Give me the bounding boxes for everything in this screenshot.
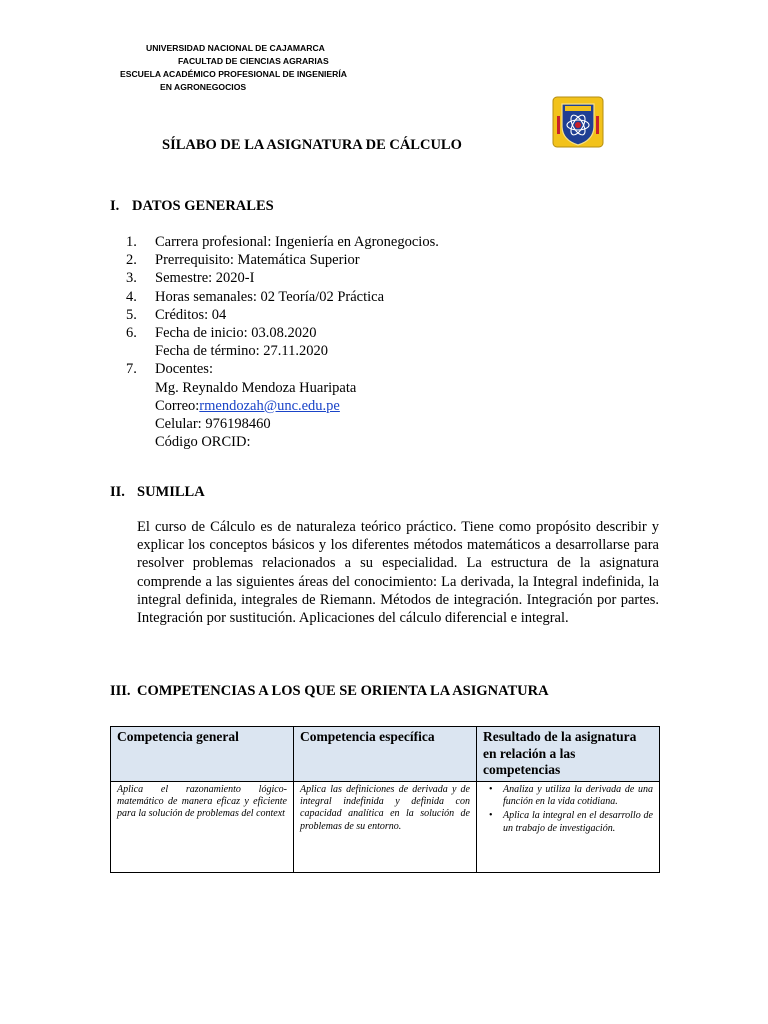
list-item: • Aplica la integral en el desarrollo de un trabajo de investigación. bbox=[503, 810, 653, 835]
results-cell bbox=[477, 781, 660, 872]
list-item: Correo: rmendozah@unc.edu.pe bbox=[155, 397, 340, 414]
section-1-numeral: I. bbox=[110, 198, 120, 214]
section-2-title: SUMILLA bbox=[137, 484, 205, 500]
section-3-heading bbox=[110, 683, 549, 700]
results-list bbox=[483, 784, 653, 836]
section-2-heading bbox=[110, 484, 205, 501]
list-item: 5. Créditos: 04 bbox=[126, 306, 227, 323]
column-header: Competencia general bbox=[111, 727, 294, 782]
list-item: Código ORCID: bbox=[155, 434, 251, 451]
section-2-numeral: II. bbox=[110, 484, 125, 500]
university-name: UNIVERSIDAD NACIONAL DE CAJAMARCA bbox=[146, 43, 325, 53]
institution-header bbox=[110, 42, 360, 94]
section-1-title: DATOS GENERALES bbox=[132, 198, 274, 214]
list-item: Fecha de término: 27.11.2020 bbox=[155, 343, 329, 360]
list-item: 2. Prerrequisito: Matemática Superior bbox=[126, 252, 360, 269]
list-item: 6. Fecha de inicio: 03.08.2020 bbox=[126, 325, 317, 342]
table-header-row bbox=[111, 727, 660, 782]
section-3-title: COMPETENCIAS A LOS QUE SE ORIENTA LA ASIGNATURA bbox=[137, 683, 549, 699]
school-name: ESCUELA ACADÉMICO PROFESIONAL DE INGENIERÍA bbox=[120, 69, 347, 79]
column-header: Resultado de la asignatura en relación a las competencias bbox=[477, 727, 660, 782]
summary-paragraph: El curso de Cálculo es de naturaleza teórico práctico. Tiene como propósito describir y explicar los conceptos básicos y los diferentes métodos matemáticos a desarrollarse para resolver problemas relacionados a su especialidad. La estructura de la asignatura comprende a las siguientes áreas del conocimiento: La derivada, la Integral indefinida, la integral definida, integrales de Riemann. Métodos de integración. Integración por partes. Integración por sustitución. Aplicaciones del cálculo diferencial e integral. bbox=[137, 519, 659, 627]
competencies-table bbox=[110, 726, 660, 873]
specific-competency-cell: Aplica las definiciones de derivada y de integral indefinida y definida con capacidad analítica en la solución de problemas de su entorno. bbox=[294, 781, 477, 872]
email-link[interactable]: rmendozah@unc.edu.pe bbox=[199, 397, 340, 414]
list-item: Mg. Reynaldo Mendoza Huaripata bbox=[155, 379, 357, 396]
list-item: Celular: 976198460 bbox=[155, 416, 271, 433]
list-item: • Analiza y utiliza la derivada de una función en la vida cotidiana. bbox=[503, 784, 653, 809]
list-item: 7. Docentes: bbox=[126, 361, 213, 378]
document-title: SÍLABO DE LA ASIGNATURA DE CÁLCULO bbox=[162, 137, 462, 153]
school-name-continued: EN AGRONEGOCIOS bbox=[160, 82, 247, 92]
faculty-name: FACULTAD DE CIENCIAS AGRARIAS bbox=[178, 56, 329, 66]
list-item: 4. Horas semanales: 02 Teoría/02 Práctica bbox=[126, 288, 385, 305]
section-3-numeral: III. bbox=[110, 683, 131, 699]
column-header: Competencia específica bbox=[294, 727, 477, 782]
list-item: 3. Semestre: 2020-I bbox=[126, 270, 255, 287]
general-data-list bbox=[126, 233, 439, 451]
university-seal-icon bbox=[552, 96, 604, 148]
list-item: 1. Carrera profesional: Ingeniería en Agronegocios. bbox=[126, 234, 439, 250]
general-competency-cell: Aplica el razonamiento lógico-matemático de manera eficaz y eficiente para la solución de problemas del context bbox=[111, 781, 294, 872]
table-row bbox=[111, 781, 660, 872]
section-1-heading bbox=[110, 198, 274, 215]
